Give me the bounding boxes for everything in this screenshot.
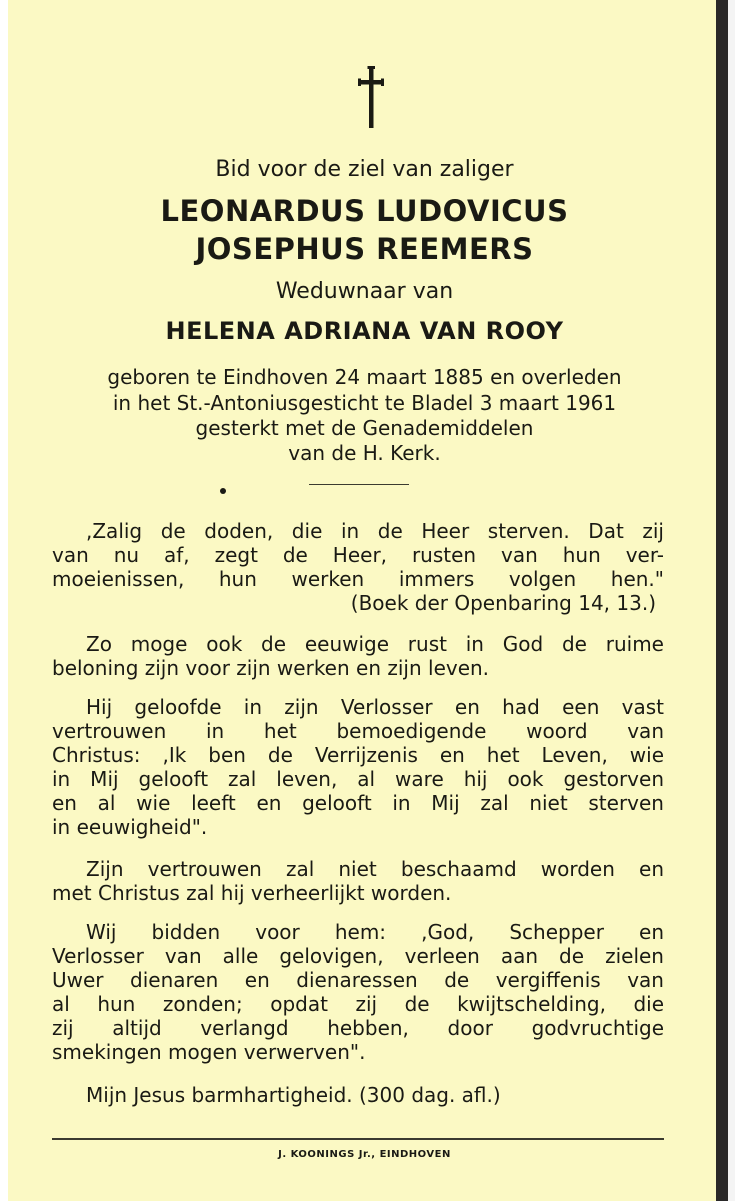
bio-line: van de H. Kerk. xyxy=(288,441,441,465)
paragraph-line: in eeuwigheid". xyxy=(52,815,208,839)
scripture-line: ,Zalig de doden, die in de Heer sterven. Dat zij xyxy=(86,519,664,543)
paragraph-line: en al wie leeft en gelooft in Mij zal niet sterven xyxy=(52,791,664,815)
closing-line: Mijn Jesus barmhartigheid. (300 dag. afl.) xyxy=(86,1083,501,1107)
prayer-intro: Bid voor de ziel van zaliger xyxy=(215,157,514,182)
bio-line: in het St.-Antoniusgesticht te Bladel 3 maart 1961 xyxy=(112,391,617,415)
paragraph-line: Hij geloofde in zijn Verlosser en had een vast xyxy=(86,695,664,719)
relation-label: Weduwnaar van xyxy=(275,279,454,304)
paragraph-line: Christus: ,Ik ben de Verrijzenis en het Leven, wie xyxy=(52,743,664,767)
paragraph-line: Wij bidden voor hem: ,God, Schepper en xyxy=(86,920,664,944)
paragraph-line: in Mij gelooft zal leven, al ware hij ook gestorven xyxy=(52,767,664,791)
bio-line: gesterkt met de Genademiddelen xyxy=(195,416,534,440)
cross-icon xyxy=(358,66,384,128)
paragraph-line: Zijn vertrouwen zal niet beschaamd worden en xyxy=(86,857,664,881)
bio-line: geboren te Eindhoven 24 maart 1885 en overleden xyxy=(107,365,622,389)
paragraph-line: zij altijd verlangd hebben, door godvruchtige xyxy=(52,1016,664,1040)
scripture-line: van nu af, zegt de Heer, rusten van hun ver- xyxy=(52,543,664,567)
paragraph-line: smekingen mogen verwerven". xyxy=(52,1040,366,1064)
paragraph-line: Zo moge ook de eeuwige rust in God de ruime xyxy=(86,632,664,656)
printer-imprint: J. KOONINGS Jr., EINDHOVEN xyxy=(278,1149,451,1160)
closing-prayer xyxy=(52,1083,664,1107)
separator-line xyxy=(309,484,409,485)
card-edge-shadow xyxy=(716,0,728,1201)
paragraph-line: Verlosser van alle gelovigen, verleen aan de zielen xyxy=(52,944,664,968)
paragraph-prayer xyxy=(52,920,664,1064)
paragraph-line: beloning zijn voor zijn werken en zijn leven. xyxy=(52,656,490,680)
deceased-name-line1: LEONARDUS LUDOVICUS xyxy=(160,194,569,228)
memorial-card xyxy=(8,0,721,1201)
paragraph-eternal-rest xyxy=(52,632,664,680)
bottom-rule xyxy=(52,1138,664,1140)
scripture-quote xyxy=(52,519,664,615)
deceased-name-line2: JOSEPHUS REEMERS xyxy=(195,232,534,266)
paragraph-line: vertrouwen in het bemoedigende woord van xyxy=(52,719,664,743)
separator-dot xyxy=(220,488,226,494)
paragraph-line: al hun zonden; opdat zij de kwijtschelding, die xyxy=(52,992,664,1016)
paragraph-line: Uwer dienaren en dienaressen de vergiffenis van xyxy=(52,968,664,992)
spouse-name: HELENA ADRIANA VAN ROOY xyxy=(165,317,564,345)
scripture-line: moeienissen, hun werken immers volgen hen." xyxy=(52,567,664,591)
background-strip xyxy=(728,0,735,1201)
paragraph-line: met Christus zal hij verheerlijkt worden. xyxy=(52,881,452,905)
paragraph-faith xyxy=(52,695,664,839)
paragraph-trust xyxy=(52,857,664,905)
scripture-reference: (Boek der Openbaring 14, 13.) xyxy=(350,591,656,615)
